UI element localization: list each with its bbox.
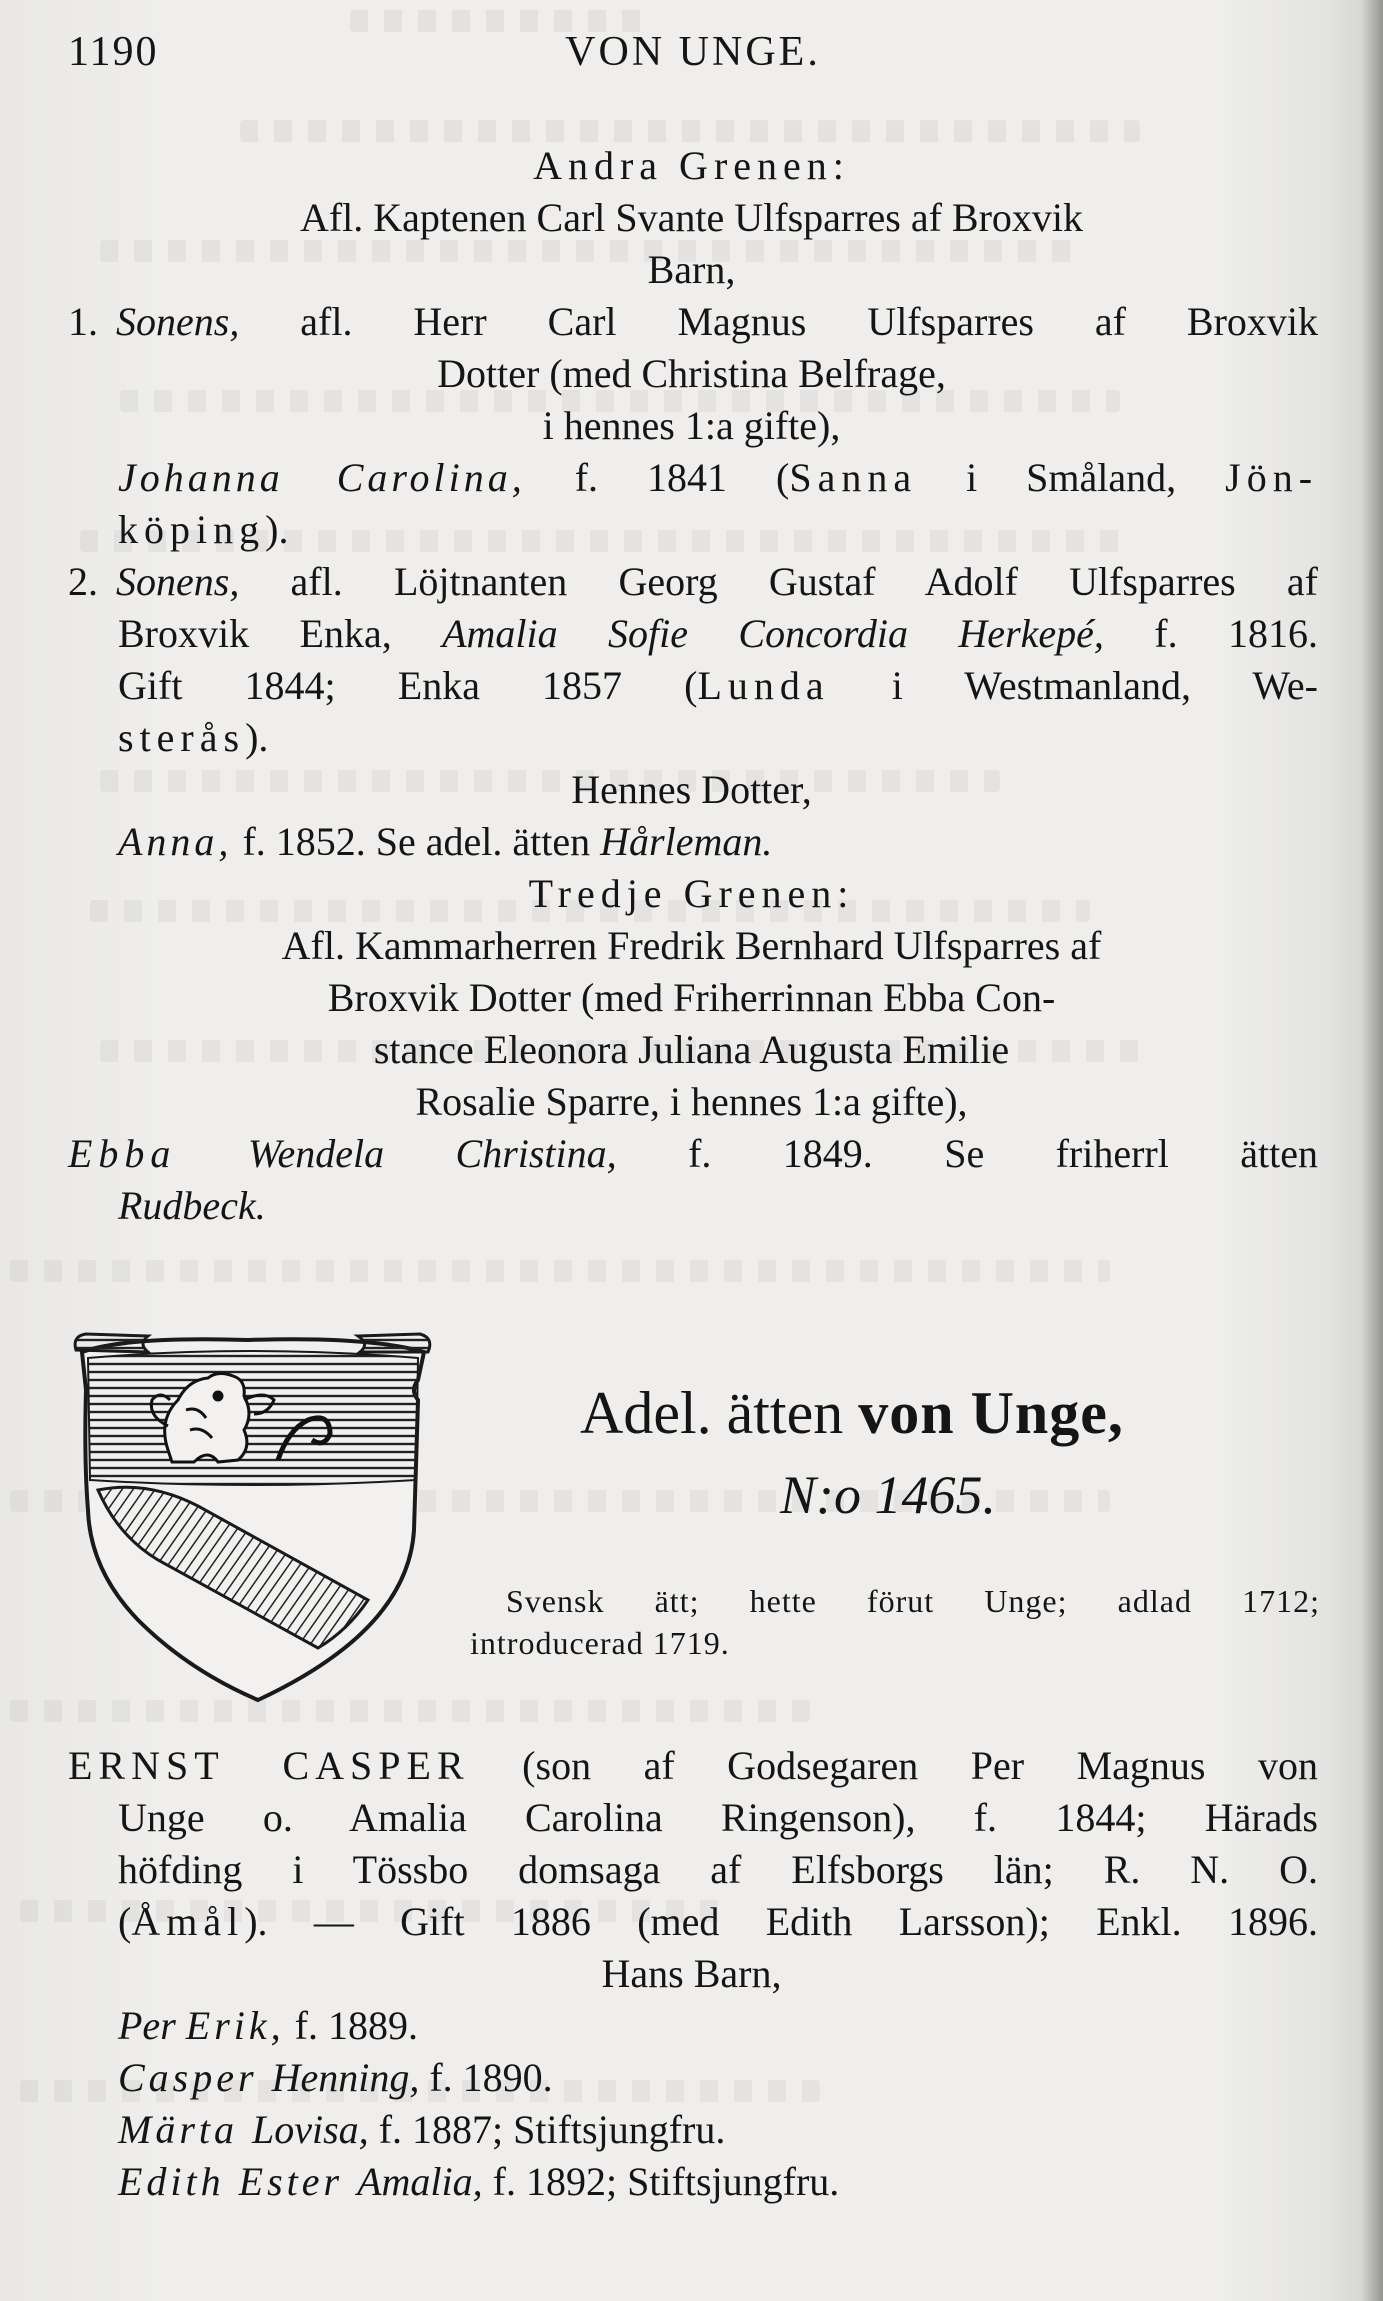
italic-name: Amalia, <box>357 2159 483 2204</box>
entry-2-line-2 <box>68 608 1318 660</box>
entry-2-line-1 <box>68 556 1318 608</box>
entry-1-line-1 <box>68 296 1318 348</box>
family-name <box>580 1376 1280 1450</box>
italic-name: Anna, <box>118 819 233 864</box>
section-heading-andra: Andra Grenen: <box>533 143 850 188</box>
text: Broxvik Enka, <box>118 611 443 656</box>
italic-name: Henning, <box>271 2055 420 2100</box>
family-note-line-1: Svensk ätt; hette förut Unge; adlad 1712; <box>506 1583 1320 1619</box>
italic-name: Johanna Carolina, <box>118 455 526 500</box>
text: f. 1889. <box>284 2003 418 2048</box>
text: f. 1841 ( <box>525 455 790 500</box>
entry-2-line-4 <box>68 712 1368 764</box>
text: f. 1852. Se adel. ätten <box>232 819 601 864</box>
text: ( <box>118 1899 132 1944</box>
paragraph-line <box>68 1128 1318 1180</box>
text: f. 1890. <box>419 2055 553 2100</box>
italic-name: Erik, <box>185 2003 285 2048</box>
paragraph-line: Afl. Kammarherren Fredrik Bernhard Ulfsparres af <box>281 923 1102 968</box>
italic-name: Casper <box>118 2055 272 2100</box>
paragraph-line: Broxvik Dotter (med Friherrinnan Ebba Con- <box>327 975 1056 1020</box>
page-header <box>68 28 1318 84</box>
entry-number: 1. <box>68 299 98 344</box>
text: f. 1892; Stiftsjungfru. <box>482 2159 840 2204</box>
spaced-place: Åmål <box>131 1899 245 1944</box>
text: i Småland, <box>917 455 1226 500</box>
spaced-place: Sanna <box>789 455 918 500</box>
italic-name: Amalia Sofie Concordia Herkepé, <box>442 611 1104 656</box>
entry-1-line-5 <box>68 504 1368 556</box>
title-name: von Unge, <box>858 1380 1124 1446</box>
coat-of-arms-icon <box>68 1330 438 1720</box>
text: f. 1887; Stiftsjungfru. <box>368 2107 726 2152</box>
entry-2-line-5: Hennes Dotter, <box>571 767 812 812</box>
family-note-line-2: introducerad 1719. <box>470 1625 730 1661</box>
child-entry <box>68 2104 1368 2156</box>
entry-1-line-2: Dotter (med Christina Belfrage, <box>437 351 946 396</box>
spaced-place: Jön- <box>1225 455 1319 500</box>
ernst-line-3: höfding i Tössbo domsaga af Elfsborgs län; R. N. O. <box>118 1847 1318 1892</box>
text: ). <box>265 507 289 552</box>
family-title <box>580 1376 1280 1450</box>
text: afl. Löjtnanten Georg Gustaf Adolf Ulfsparres af <box>239 559 1318 604</box>
entry-1-line-3: i hennes 1:a gifte), <box>542 403 841 448</box>
italic-name: Hårleman. <box>600 819 773 864</box>
paragraph-line: stance Eleonora Juliana Augusta Emilie <box>373 1027 1010 1072</box>
spaced-place: Lunda <box>697 663 830 708</box>
text: (son af Godsegaren Per Magnus von <box>469 1743 1318 1788</box>
ernst-line-5: Hans Barn, <box>601 1951 782 1996</box>
ernst-line-4 <box>68 1896 1318 1948</box>
paragraph-line: Barn, <box>647 247 736 292</box>
entry-2-line-6 <box>68 816 1368 868</box>
child-entry <box>68 2156 1368 2208</box>
ernst-line-1 <box>68 1740 1318 1792</box>
child-entry <box>68 2052 1368 2104</box>
paragraph-line: Rudbeck. <box>118 1183 266 1228</box>
page-number: 1190 <box>68 29 159 75</box>
italic-name: Edith Ester <box>118 2159 358 2204</box>
italic-name: Wendela Christina, <box>176 1131 617 1176</box>
italic-name: Ebba <box>68 1131 177 1176</box>
italic-text: Sonens, <box>116 559 240 604</box>
section-heading-tredje: Tredje Grenen: <box>528 871 855 916</box>
text: ). <box>245 715 269 760</box>
text: i Westmanland, We- <box>829 663 1318 708</box>
entry-2-line-3 <box>68 660 1318 712</box>
italic-name: Märta <box>118 2107 252 2152</box>
text: ). — Gift 1886 (med Edith Larsson); Enkl. 1896. <box>244 1899 1318 1944</box>
child-entry <box>68 2000 1368 2052</box>
ernst-line-2: Unge o. Amalia Carolina Ringenson), f. 1844; Härads <box>118 1795 1318 1840</box>
title-prefix: Adel. ätten <box>580 1380 859 1446</box>
text: afl. Herr Carl Magnus Ulfsparres af Broxvik <box>239 299 1318 344</box>
family-number: N:o 1465. <box>780 1465 996 1525</box>
paragraph-line: Afl. Kaptenen Carl Svante Ulfsparres af Broxvik <box>299 195 1084 240</box>
text: Gift 1844; Enka 1857 ( <box>118 663 698 708</box>
entry-number: 2. <box>68 559 98 604</box>
spaced-place: köping <box>118 507 266 552</box>
spaced-name: ERNST CASPER <box>68 1743 470 1788</box>
text: f. 1849. Se friherrl ätten <box>616 1131 1318 1176</box>
italic-text: Sonens, <box>116 299 240 344</box>
italic-name: Per <box>118 2003 186 2048</box>
spaced-place: sterås <box>118 715 246 760</box>
text: f. 1816. <box>1103 611 1318 656</box>
paragraph-line: Rosalie Sparre, i hennes 1:a gifte), <box>415 1079 968 1124</box>
italic-name: Lovisa, <box>252 2107 369 2152</box>
running-title: VON UNGE. <box>565 29 821 75</box>
entry-1-line-4 <box>68 452 1318 504</box>
